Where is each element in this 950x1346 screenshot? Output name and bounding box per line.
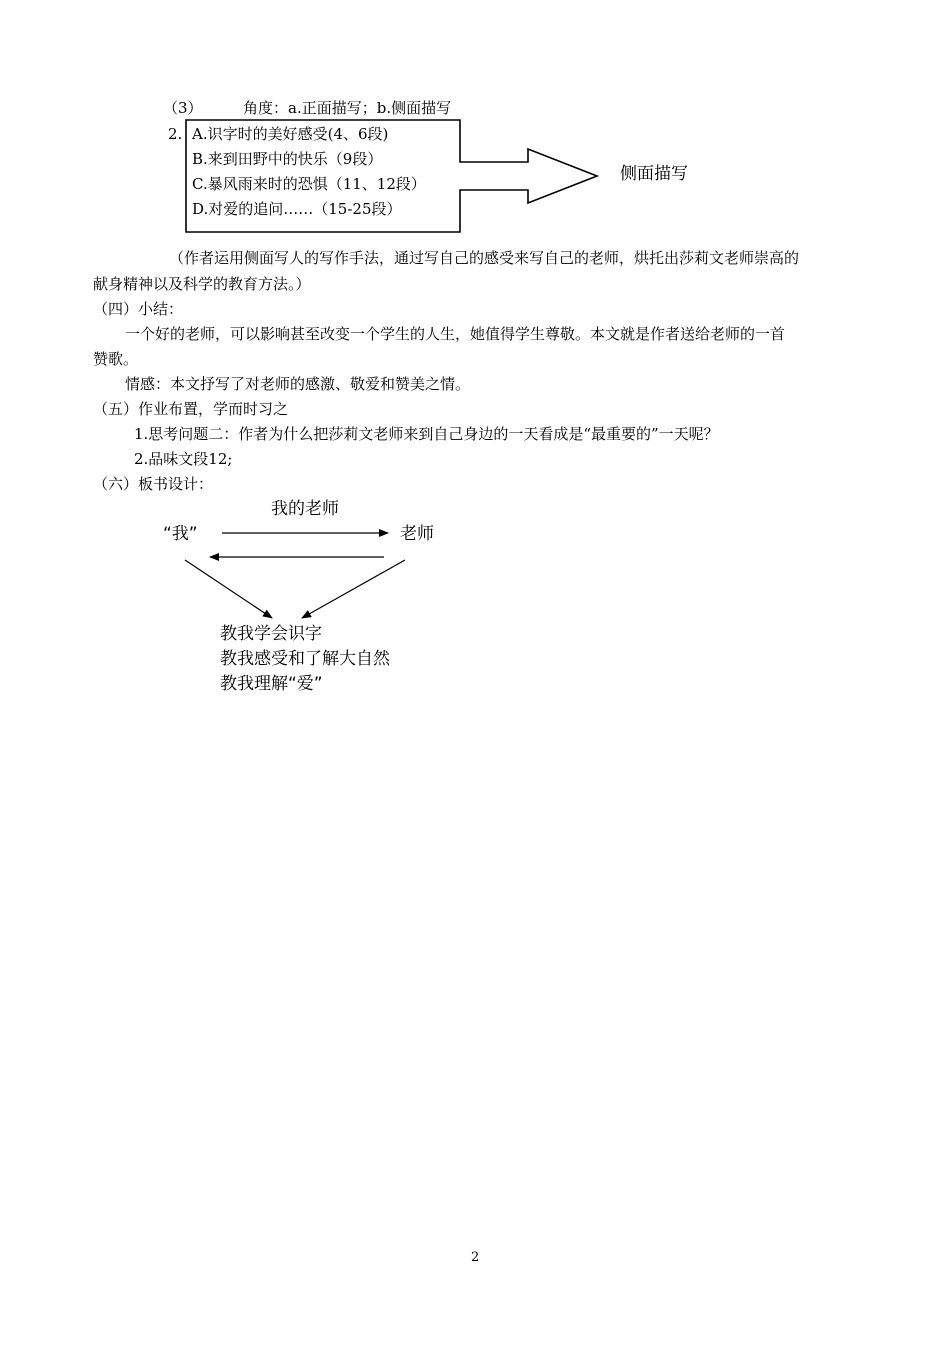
board-left-me: “我” [163, 524, 198, 544]
note-line-1: （作者运用侧面写人的写作手法，通过写自己的感受来写自己的老师，烘托出莎莉文老师崇高的 [169, 249, 800, 267]
box-item-a: A.识字时的美好感受(4、6段) [192, 125, 389, 143]
homework-heading: （五）作业布置，学而时习之 [93, 400, 289, 418]
arrow-label: 侧面描写 [620, 164, 688, 184]
summary-emotion: 情感：本文抒写了对老师的感激、敬爱和赞美之情。 [125, 375, 471, 393]
summary-para-line-1: 一个好的老师，可以影响甚至改变一个学生的人生，她值得学生尊敬。本文就是作者送给老师的一首 [125, 325, 786, 343]
board-title: 我的老师 [271, 499, 339, 519]
box-number: 2. [168, 125, 183, 143]
board-line-2: 教我感受和了解大自然 [220, 649, 390, 669]
homework-item-2: 2.品味文段12; [134, 450, 233, 468]
box-item-d: D.对爱的追问……（15-25段） [192, 200, 402, 218]
board-right-teacher: 老师 [400, 524, 434, 544]
angle-number: （3） [163, 99, 203, 117]
page-number: 2 [471, 1250, 480, 1265]
box-item-c: C.暴风雨来时的恐惧（11、12段） [192, 175, 426, 193]
board-line-3: 教我理解“爱” [220, 674, 323, 694]
box-item-b: B.来到田野中的快乐（9段） [192, 150, 383, 168]
summary-para-line-2: 赞歌。 [93, 350, 139, 368]
board-line-1: 教我学会识字 [220, 624, 322, 644]
summary-heading: （四）小结： [93, 300, 184, 318]
arrow-right-down [302, 560, 405, 618]
board-heading: （六）板书设计： [93, 475, 214, 493]
angle-text: 角度：a.正面描写；b.侧面描写 [243, 99, 452, 117]
homework-item-1: 1.思考问题二：作者为什么把莎莉文老师来到自己身边的一天看成是“最重要的”一天呢？ [134, 425, 719, 443]
arrow-left-down [185, 560, 272, 618]
note-line-2: 献身精神以及科学的教育方法。） [93, 275, 311, 293]
